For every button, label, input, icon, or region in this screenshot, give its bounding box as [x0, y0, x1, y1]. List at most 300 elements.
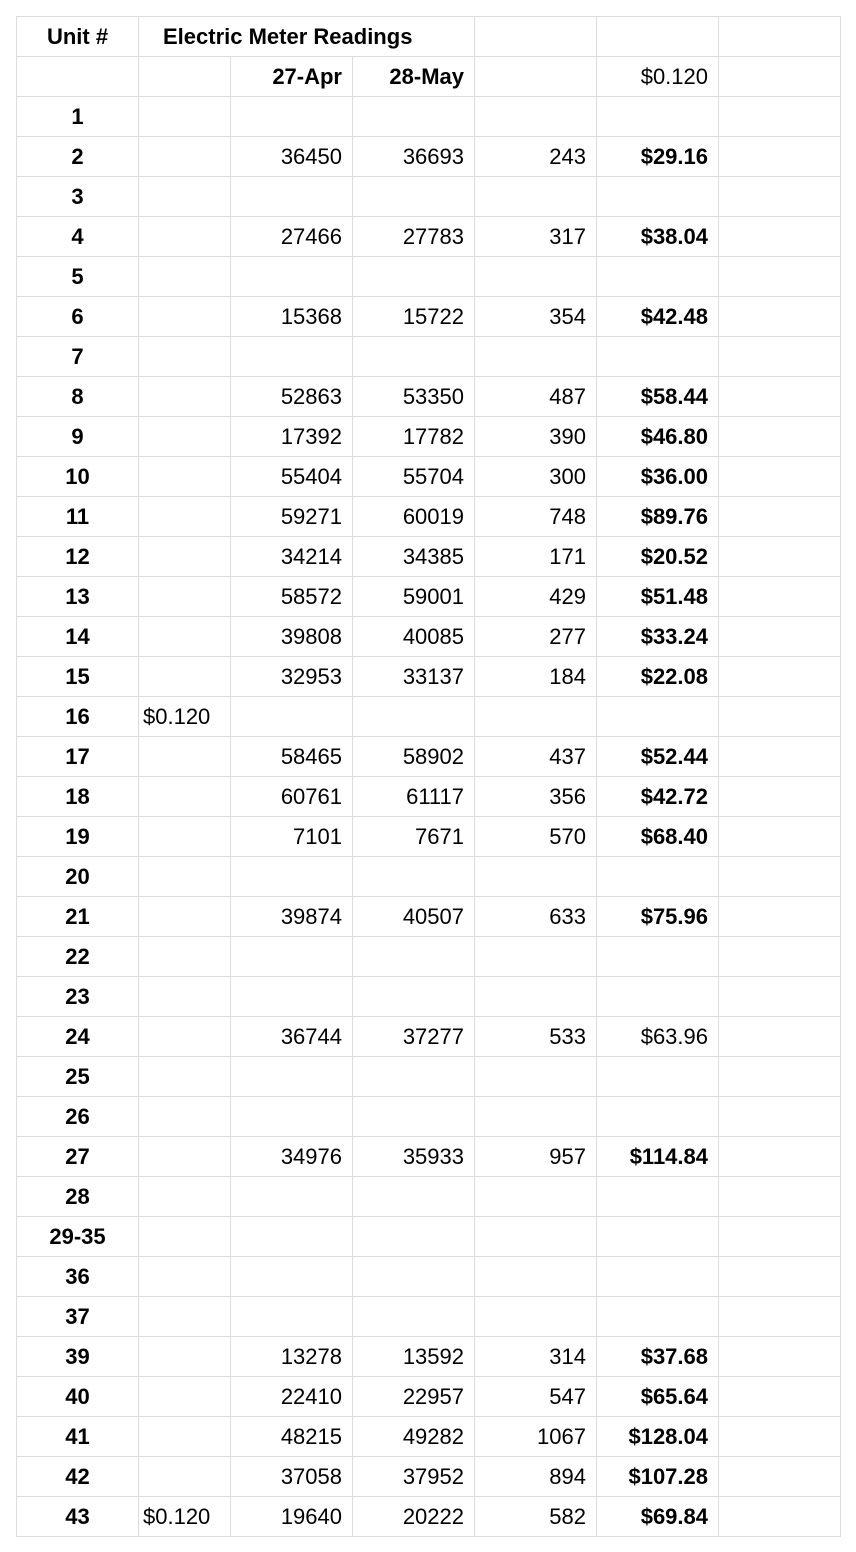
empty-cell[interactable]: [719, 897, 841, 937]
rate-cell[interactable]: $0.120: [139, 1497, 231, 1537]
empty-cell[interactable]: [719, 817, 841, 857]
empty-cell[interactable]: [475, 17, 597, 57]
prev-reading-cell[interactable]: [231, 1297, 353, 1337]
curr-reading-cell[interactable]: 13592: [353, 1337, 475, 1377]
empty-cell[interactable]: [719, 217, 841, 257]
table-row: [17, 577, 841, 617]
table-row: [17, 1177, 841, 1217]
empty-cell[interactable]: [719, 457, 841, 497]
rate-cell[interactable]: [139, 497, 231, 537]
cost-cell[interactable]: $128.04: [597, 1417, 719, 1457]
curr-reading-cell[interactable]: 40507: [353, 897, 475, 937]
unit-number-cell[interactable]: 9: [17, 417, 139, 457]
usage-cell[interactable]: 570: [475, 817, 597, 857]
empty-cell[interactable]: [719, 1017, 841, 1057]
prev-reading-cell[interactable]: 37058: [231, 1457, 353, 1497]
rate-cell[interactable]: [139, 1097, 231, 1137]
empty-cell[interactable]: [719, 1097, 841, 1137]
prev-reading-cell[interactable]: 58572: [231, 577, 353, 617]
usage-cell[interactable]: [475, 1217, 597, 1257]
curr-reading-cell[interactable]: 49282: [353, 1417, 475, 1457]
empty-cell[interactable]: [719, 537, 841, 577]
usage-cell[interactable]: 429: [475, 577, 597, 617]
unit-number-cell[interactable]: 41: [17, 1417, 139, 1457]
curr-reading-cell[interactable]: 37277: [353, 1017, 475, 1057]
prev-reading-cell[interactable]: [231, 257, 353, 297]
cost-cell[interactable]: [597, 177, 719, 217]
table-row: [17, 1257, 841, 1297]
rate-header[interactable]: $0.120: [597, 57, 719, 97]
usage-cell[interactable]: [475, 257, 597, 297]
prev-reading-cell[interactable]: 32953: [231, 657, 353, 697]
header-row-1: [17, 17, 841, 57]
prev-reading-cell[interactable]: 15368: [231, 297, 353, 337]
table-row: [17, 1217, 841, 1257]
table-row: [17, 1337, 841, 1377]
usage-cell[interactable]: 354: [475, 297, 597, 337]
rate-cell[interactable]: [139, 937, 231, 977]
curr-reading-cell[interactable]: 40085: [353, 617, 475, 657]
rate-cell[interactable]: [139, 137, 231, 177]
empty-cell[interactable]: [719, 177, 841, 217]
unit-number-cell[interactable]: 20: [17, 857, 139, 897]
cost-cell[interactable]: $63.96: [597, 1017, 719, 1057]
usage-cell[interactable]: [475, 1057, 597, 1097]
table-row: [17, 817, 841, 857]
cost-cell[interactable]: $42.48: [597, 297, 719, 337]
prev-reading-cell[interactable]: [231, 977, 353, 1017]
cost-cell[interactable]: $75.96: [597, 897, 719, 937]
curr-reading-cell[interactable]: [353, 97, 475, 137]
cost-cell[interactable]: $36.00: [597, 457, 719, 497]
usage-cell[interactable]: [475, 1257, 597, 1297]
cost-cell[interactable]: [597, 1297, 719, 1337]
unit-number-cell[interactable]: 4: [17, 217, 139, 257]
usage-cell[interactable]: [475, 977, 597, 1017]
empty-cell[interactable]: [719, 417, 841, 457]
rate-cell[interactable]: [139, 1457, 231, 1497]
sheet-title[interactable]: Electric Meter Readings: [139, 17, 475, 57]
rate-cell[interactable]: [139, 1257, 231, 1297]
empty-cell[interactable]: [719, 977, 841, 1017]
table-row: [17, 97, 841, 137]
rate-cell[interactable]: [139, 217, 231, 257]
prev-reading-cell[interactable]: [231, 857, 353, 897]
prev-reading-cell[interactable]: 7101: [231, 817, 353, 857]
empty-cell[interactable]: [719, 937, 841, 977]
prev-reading-cell[interactable]: 55404: [231, 457, 353, 497]
empty-cell[interactable]: [719, 1297, 841, 1337]
unit-number-cell[interactable]: 36: [17, 1257, 139, 1297]
usage-cell[interactable]: 171: [475, 537, 597, 577]
unit-number-cell[interactable]: 5: [17, 257, 139, 297]
usage-cell[interactable]: 533: [475, 1017, 597, 1057]
usage-cell[interactable]: 437: [475, 737, 597, 777]
unit-number-cell[interactable]: 42: [17, 1457, 139, 1497]
empty-cell[interactable]: [719, 257, 841, 297]
prev-reading-cell[interactable]: 48215: [231, 1417, 353, 1457]
prev-reading-cell[interactable]: [231, 937, 353, 977]
prev-reading-cell[interactable]: [231, 697, 353, 737]
table-row: [17, 1057, 841, 1097]
unit-number-cell[interactable]: 8: [17, 377, 139, 417]
curr-reading-cell[interactable]: [353, 1297, 475, 1337]
rate-cell[interactable]: [139, 1177, 231, 1217]
curr-reading-cell[interactable]: [353, 1097, 475, 1137]
unit-number-cell[interactable]: 3: [17, 177, 139, 217]
prev-reading-cell[interactable]: [231, 1057, 353, 1097]
prev-reading-cell[interactable]: 17392: [231, 417, 353, 457]
table-row: [17, 537, 841, 577]
usage-cell[interactable]: [475, 1297, 597, 1337]
rate-cell[interactable]: [139, 897, 231, 937]
rate-cell[interactable]: [139, 1337, 231, 1377]
unit-header[interactable]: Unit #: [17, 17, 139, 57]
empty-cell[interactable]: [719, 577, 841, 617]
cost-cell[interactable]: $52.44: [597, 737, 719, 777]
usage-cell[interactable]: 633: [475, 897, 597, 937]
empty-cell[interactable]: [719, 857, 841, 897]
cost-cell[interactable]: $37.68: [597, 1337, 719, 1377]
cost-cell[interactable]: $107.28: [597, 1457, 719, 1497]
curr-reading-cell[interactable]: 20222: [353, 1497, 475, 1537]
unit-number-cell[interactable]: 24: [17, 1017, 139, 1057]
cost-cell[interactable]: [597, 257, 719, 297]
unit-number-cell[interactable]: 2: [17, 137, 139, 177]
rate-cell[interactable]: [139, 1217, 231, 1257]
cost-cell[interactable]: [597, 1097, 719, 1137]
curr-reading-cell[interactable]: 35933: [353, 1137, 475, 1177]
unit-number-cell[interactable]: 40: [17, 1377, 139, 1417]
curr-reading-cell[interactable]: 59001: [353, 577, 475, 617]
curr-reading-cell[interactable]: 15722: [353, 297, 475, 337]
usage-cell[interactable]: 894: [475, 1457, 597, 1497]
table-row: [17, 697, 841, 737]
table-row: [17, 1377, 841, 1417]
cost-cell[interactable]: $89.76: [597, 497, 719, 537]
usage-cell[interactable]: 1067: [475, 1417, 597, 1457]
unit-number-cell[interactable]: 11: [17, 497, 139, 537]
curr-reading-cell[interactable]: 60019: [353, 497, 475, 537]
usage-cell[interactable]: 277: [475, 617, 597, 657]
usage-cell[interactable]: 356: [475, 777, 597, 817]
rate-cell[interactable]: [139, 737, 231, 777]
table-row: [17, 457, 841, 497]
empty-cell[interactable]: [719, 1217, 841, 1257]
cost-cell[interactable]: [597, 937, 719, 977]
curr-reading-cell[interactable]: [353, 977, 475, 1017]
empty-cell[interactable]: [719, 137, 841, 177]
table-row: [17, 977, 841, 1017]
empty-cell[interactable]: [719, 97, 841, 137]
empty-cell[interactable]: [719, 737, 841, 777]
rate-cell[interactable]: [139, 377, 231, 417]
prev-reading-cell[interactable]: [231, 1177, 353, 1217]
rate-cell[interactable]: [139, 617, 231, 657]
prev-reading-cell[interactable]: 36450: [231, 137, 353, 177]
usage-cell[interactable]: [475, 697, 597, 737]
rate-cell[interactable]: [139, 857, 231, 897]
usage-cell[interactable]: 487: [475, 377, 597, 417]
empty-cell[interactable]: [719, 617, 841, 657]
rate-cell[interactable]: [139, 417, 231, 457]
prev-reading-cell[interactable]: 13278: [231, 1337, 353, 1377]
cost-cell[interactable]: [597, 857, 719, 897]
cost-cell[interactable]: [597, 1177, 719, 1217]
curr-reading-cell[interactable]: [353, 1057, 475, 1097]
cost-cell[interactable]: [597, 977, 719, 1017]
usage-cell[interactable]: 243: [475, 137, 597, 177]
prev-reading-cell[interactable]: [231, 1217, 353, 1257]
curr-reading-cell[interactable]: 61117: [353, 777, 475, 817]
rate-cell[interactable]: [139, 977, 231, 1017]
unit-number-cell[interactable]: 28: [17, 1177, 139, 1217]
rate-cell[interactable]: [139, 657, 231, 697]
usage-cell[interactable]: [475, 1177, 597, 1217]
table-row: [17, 297, 841, 337]
prev-reading-cell[interactable]: [231, 177, 353, 217]
unit-number-cell[interactable]: 43: [17, 1497, 139, 1537]
curr-reading-cell[interactable]: [353, 937, 475, 977]
cost-cell[interactable]: $22.08: [597, 657, 719, 697]
cost-cell[interactable]: $20.52: [597, 537, 719, 577]
cost-cell[interactable]: $33.24: [597, 617, 719, 657]
table-row: [17, 657, 841, 697]
curr-reading-cell[interactable]: [353, 177, 475, 217]
unit-number-cell[interactable]: 7: [17, 337, 139, 377]
empty-cell[interactable]: [719, 497, 841, 537]
empty-cell[interactable]: [719, 1417, 841, 1457]
rate-cell[interactable]: [139, 97, 231, 137]
unit-number-cell[interactable]: 17: [17, 737, 139, 777]
table-row: [17, 777, 841, 817]
empty-cell[interactable]: [719, 1057, 841, 1097]
cost-cell[interactable]: $114.84: [597, 1137, 719, 1177]
prev-reading-cell[interactable]: 60761: [231, 777, 353, 817]
unit-number-cell[interactable]: 13: [17, 577, 139, 617]
unit-number-cell[interactable]: 19: [17, 817, 139, 857]
prev-reading-cell[interactable]: 27466: [231, 217, 353, 257]
cost-cell[interactable]: [597, 97, 719, 137]
usage-cell[interactable]: [475, 97, 597, 137]
curr-reading-cell[interactable]: [353, 697, 475, 737]
usage-cell[interactable]: 390: [475, 417, 597, 457]
usage-cell[interactable]: [475, 1097, 597, 1137]
usage-cell[interactable]: 300: [475, 457, 597, 497]
table-row: [17, 1417, 841, 1457]
table-row: [17, 1137, 841, 1177]
rate-cell[interactable]: [139, 457, 231, 497]
cost-cell[interactable]: $65.64: [597, 1377, 719, 1417]
prev-reading-cell[interactable]: [231, 1257, 353, 1297]
cost-cell[interactable]: [597, 1057, 719, 1097]
table-row: [17, 417, 841, 457]
rate-cell[interactable]: [139, 537, 231, 577]
empty-cell[interactable]: [719, 1137, 841, 1177]
meter-readings-table: [16, 16, 841, 1537]
empty-cell[interactable]: [719, 1377, 841, 1417]
unit-number-cell[interactable]: 23: [17, 977, 139, 1017]
rate-cell[interactable]: [139, 1377, 231, 1417]
curr-reading-cell[interactable]: 37952: [353, 1457, 475, 1497]
table-row: [17, 737, 841, 777]
prev-reading-cell[interactable]: 22410: [231, 1377, 353, 1417]
unit-number-cell[interactable]: 1: [17, 97, 139, 137]
rate-cell[interactable]: [139, 777, 231, 817]
prev-reading-cell[interactable]: 39874: [231, 897, 353, 937]
unit-number-cell[interactable]: 22: [17, 937, 139, 977]
table-row: [17, 897, 841, 937]
rate-cell[interactable]: [139, 297, 231, 337]
usage-cell[interactable]: [475, 937, 597, 977]
table-row: [17, 177, 841, 217]
usage-cell[interactable]: 957: [475, 1137, 597, 1177]
unit-number-cell[interactable]: 27: [17, 1137, 139, 1177]
cost-cell[interactable]: $58.44: [597, 377, 719, 417]
usage-cell[interactable]: 317: [475, 217, 597, 257]
usage-cell[interactable]: 748: [475, 497, 597, 537]
empty-cell[interactable]: [719, 297, 841, 337]
curr-reading-cell[interactable]: [353, 1257, 475, 1297]
curr-reading-cell[interactable]: 22957: [353, 1377, 475, 1417]
curr-reading-cell[interactable]: 55704: [353, 457, 475, 497]
empty-cell[interactable]: [597, 17, 719, 57]
cost-cell[interactable]: $29.16: [597, 137, 719, 177]
prev-reading-cell[interactable]: 34214: [231, 537, 353, 577]
cost-cell[interactable]: [597, 337, 719, 377]
date-header-prev[interactable]: 27-Apr: [231, 57, 353, 97]
prev-reading-cell[interactable]: 59271: [231, 497, 353, 537]
empty-cell[interactable]: [719, 377, 841, 417]
curr-reading-cell[interactable]: [353, 857, 475, 897]
usage-cell[interactable]: 547: [475, 1377, 597, 1417]
table-row: [17, 1097, 841, 1137]
unit-number-cell[interactable]: 15: [17, 657, 139, 697]
empty-cell[interactable]: [17, 57, 139, 97]
unit-number-cell[interactable]: 29-35: [17, 1217, 139, 1257]
empty-cell[interactable]: [719, 1337, 841, 1377]
unit-number-cell[interactable]: 18: [17, 777, 139, 817]
table-row: [17, 377, 841, 417]
unit-number-cell[interactable]: 25: [17, 1057, 139, 1097]
empty-cell[interactable]: [719, 1177, 841, 1217]
empty-cell[interactable]: [719, 57, 841, 97]
prev-reading-cell[interactable]: 36744: [231, 1017, 353, 1057]
table-row: [17, 137, 841, 177]
prev-reading-cell[interactable]: 39808: [231, 617, 353, 657]
cost-cell[interactable]: $68.40: [597, 817, 719, 857]
usage-cell[interactable]: [475, 337, 597, 377]
rate-cell[interactable]: [139, 337, 231, 377]
usage-cell[interactable]: [475, 857, 597, 897]
unit-number-cell[interactable]: 16: [17, 697, 139, 737]
rate-cell[interactable]: [139, 257, 231, 297]
rate-cell[interactable]: [139, 1297, 231, 1337]
prev-reading-cell[interactable]: [231, 97, 353, 137]
cost-cell[interactable]: [597, 697, 719, 737]
cost-cell[interactable]: $42.72: [597, 777, 719, 817]
unit-number-cell[interactable]: 39: [17, 1337, 139, 1377]
curr-reading-cell[interactable]: 7671: [353, 817, 475, 857]
table-row: [17, 1497, 841, 1537]
empty-cell[interactable]: [719, 1457, 841, 1497]
empty-cell[interactable]: [475, 57, 597, 97]
rate-cell[interactable]: [139, 1137, 231, 1177]
unit-number-cell[interactable]: 12: [17, 537, 139, 577]
cost-cell[interactable]: $51.48: [597, 577, 719, 617]
prev-reading-cell[interactable]: 52863: [231, 377, 353, 417]
curr-reading-cell[interactable]: 33137: [353, 657, 475, 697]
table-row: [17, 1457, 841, 1497]
prev-reading-cell[interactable]: [231, 1097, 353, 1137]
rate-cell[interactable]: [139, 577, 231, 617]
rate-cell[interactable]: [139, 1017, 231, 1057]
prev-reading-cell[interactable]: 58465: [231, 737, 353, 777]
unit-number-cell[interactable]: 37: [17, 1297, 139, 1337]
usage-cell[interactable]: 184: [475, 657, 597, 697]
curr-reading-cell[interactable]: 27783: [353, 217, 475, 257]
usage-cell[interactable]: [475, 177, 597, 217]
table-row: [17, 257, 841, 297]
cost-cell[interactable]: [597, 1217, 719, 1257]
prev-reading-cell[interactable]: 19640: [231, 1497, 353, 1537]
prev-reading-cell[interactable]: [231, 337, 353, 377]
empty-cell[interactable]: [719, 697, 841, 737]
curr-reading-cell[interactable]: [353, 337, 475, 377]
unit-number-cell[interactable]: 21: [17, 897, 139, 937]
empty-cell[interactable]: [139, 57, 231, 97]
table-row: [17, 617, 841, 657]
unit-number-cell[interactable]: 26: [17, 1097, 139, 1137]
curr-reading-cell[interactable]: [353, 257, 475, 297]
date-header-curr[interactable]: 28-May: [353, 57, 475, 97]
empty-cell[interactable]: [719, 777, 841, 817]
rate-cell[interactable]: $0.120: [139, 697, 231, 737]
curr-reading-cell[interactable]: 17782: [353, 417, 475, 457]
empty-cell[interactable]: [719, 1497, 841, 1537]
usage-cell[interactable]: 582: [475, 1497, 597, 1537]
table-row: [17, 1017, 841, 1057]
cost-cell[interactable]: $38.04: [597, 217, 719, 257]
curr-reading-cell[interactable]: [353, 1177, 475, 1217]
prev-reading-cell[interactable]: 34976: [231, 1137, 353, 1177]
cost-cell[interactable]: $46.80: [597, 417, 719, 457]
table-row: [17, 857, 841, 897]
cost-cell[interactable]: $69.84: [597, 1497, 719, 1537]
curr-reading-cell[interactable]: [353, 1217, 475, 1257]
table-row: [17, 337, 841, 377]
unit-number-cell[interactable]: 6: [17, 297, 139, 337]
empty-cell[interactable]: [719, 1257, 841, 1297]
curr-reading-cell[interactable]: 53350: [353, 377, 475, 417]
curr-reading-cell[interactable]: 34385: [353, 537, 475, 577]
unit-number-cell[interactable]: 14: [17, 617, 139, 657]
rate-cell[interactable]: [139, 817, 231, 857]
cost-cell[interactable]: [597, 1257, 719, 1297]
curr-reading-cell[interactable]: 36693: [353, 137, 475, 177]
rate-cell[interactable]: [139, 1057, 231, 1097]
rate-cell[interactable]: [139, 1417, 231, 1457]
empty-cell[interactable]: [719, 17, 841, 57]
unit-number-cell[interactable]: 10: [17, 457, 139, 497]
table-row: [17, 937, 841, 977]
empty-cell[interactable]: [719, 337, 841, 377]
empty-cell[interactable]: [719, 657, 841, 697]
curr-reading-cell[interactable]: 58902: [353, 737, 475, 777]
table-row: [17, 217, 841, 257]
usage-cell[interactable]: 314: [475, 1337, 597, 1377]
rate-cell[interactable]: [139, 177, 231, 217]
